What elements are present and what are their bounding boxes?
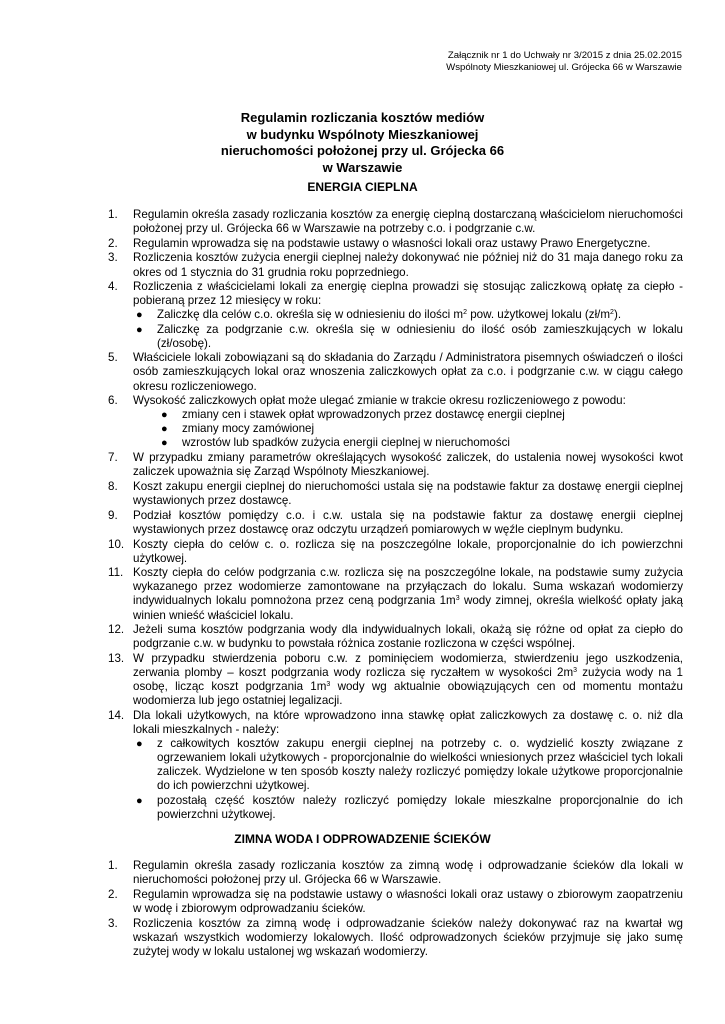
list-item: 5. Właściciele lokali zobowiązani są do składania do Zarządu / Administratora pisemnych oświadczeń o ilości osób zamieszkujących lokal oraz wnoszenia zaliczkowych opłat za c.o. i podgrzanie c.w. w ciągu całego okresu rozliczeniowego. [108,351,683,393]
title-line: w budynku Wspólnoty Mieszkaniowej [246,126,479,142]
bullet-item: ● pozostałą część kosztów należy rozliczyć pomiędzy lokale mieszkalne proporcjonalnie do ich powierzchni użytkowej. [136,793,683,821]
bullet-item: ● wzrostów lub spadków zużycia energii cieplnej w nieruchomości [161,436,510,450]
list-item: 1. Regulamin określa zasady rozliczania kosztów za energię cieplną dostarczaną właścicielom nieruchomości położonej przy ul. Grójecka 66 w Warszawie na potrzeby c.o. i podgrzanie c.w. [108,208,683,236]
bullet-list [133,737,683,822]
list-item: 8. Koszt zakupu energii cieplnej do nieruchomości ustala się na podstawie faktur za dostawę energii cieplnej wystawionych przez dostawcę. [108,479,683,508]
bullet-list [133,308,683,350]
bullet-icon: ● [136,309,143,322]
list-item: 3. Rozliczenia kosztów za zimną wodę i odprowadzanie ścieków należy dokonywać raz na kwartał wg wskazań wszystkich wodomierzy lokalowych. Ilość odprowadzonych ścieków przyjmuje się jako sumę zużytej wody w lokalu ustalonej wg wskazań wodomierzy. [108,916,683,958]
title-line: nieruchomości położonej przy ul. Grójecka 66 [220,143,505,158]
list-item: 10. Koszty ciepła do celów c. o. rozlicza się na poszczególne lokale, proporcjonalnie do ich powierzchni użytkowej. [108,537,683,565]
title-line: Regulamin rozliczania kosztów mediów [240,110,485,125]
list-item: 9. Podział kosztów pomiędzy c.o. i c.w. ustala się na podstawie faktur za dostawę energii cieplnej wystawionych przez dostawcę oraz odczytu urządzeń pomiarowych w węźle cieplnym budynku. [108,508,683,536]
title-line: w Warszawie [322,159,403,175]
water-rules-list [108,859,683,959]
bullet-item: ● zmiany cen i stawek opłat wprowadzonych przez dostawcę energii cieplnej [161,408,565,422]
heat-rules-list [108,208,683,822]
list-item: 12. Jeżeli suma kosztów podgrzania wody dla indywidualnych lokali, okażą się różne od opłat za ciepło do podgrzanie c.w. w budynku to powstała różnica zostanie rozliczona w części wspólnej. [108,623,683,651]
attachment-note [446,50,682,74]
attachment-note-line: Wspólnoty Mieszkaniowej ul. Grójecka 66 w Warszawie [446,62,682,73]
list-item: 14. Dla lokali użytkowych, na które wprowadzono inna stawkę opłat zaliczkowych za dostawę c. o. niż dla lokali mieszkalnych - należy: ● z całkowitych kosztów zakupu energii cieplnej na potrzeby c. o. wydzielić koszty związane z ogrzewaniem lokali użytkowych - proporcjonalnie do wielkości wniesionych przez właściciel tych lokali zaliczek. Wydzielone w ten sposób koszty należy rozliczyć pomiędzy lokale użytkowe proporcjonalnie do ich powierzchni użytkowej. ● pozostałą część kosztów należy rozliczyć pomiędzy lokale mieszkalne proporcjonalnie do ich powierzchni użytkowej. [108,709,683,821]
list-item: 6. Wysokość zaliczkowych opłat może ulegać zmianie w trakcie okresu rozliczeniowego z powodu: ● zmiany cen i stawek opłat wprowadzonych przez dostawcę energii cieplnej ● zmiany mocy zamówionej ● wzrostów lub spadków zużycia energii cieplnej w nieruchomości [108,394,683,450]
list-item: 1. Regulamin określa zasady rozliczania kosztów za zimną wodę i odprowadzanie ścieków dla lokali w nieruchomości położonej przy ul. Grójecka 66 w Warszawie. [108,859,683,887]
bullet-icon: ● [161,409,168,422]
attachment-note-line: Załącznik nr 1 do Uchwały nr 3/2015 z dnia 25.02.2015 [447,50,682,61]
bullet-icon: ● [136,323,143,336]
bullet-item: ● z całkowitych kosztów zakupu energii cieplnej na potrzeby c. o. wydzielić koszty związane z ogrzewaniem lokali użytkowych - proporcjonalnie do wielkości wniesionych przez właściciel tych lokali zaliczek. Wydzielone w ten sposób koszty należy rozliczyć pomiędzy lokale użytkowe proporcjonalnie do ich powierzchni użytkowej. [136,737,683,793]
section-heading-water: ZIMNA WODA I ODPROWADZENIE ŚCIEKÓW [234,832,491,846]
bullet-item: ● Zaliczkę za podgrzanie c.w. określa się w odniesieniu do ilość osób zamieszkujących w lokalu (zł/osobę). [136,322,683,350]
list-item: 2. Regulamin wprowadza się na podstawie ustawy o własności lokali oraz ustawy Prawo Energetyczne. [108,236,651,250]
bullet-icon: ● [136,794,143,807]
bullet-list [133,408,683,450]
bullet-icon: ● [161,423,168,436]
list-item: 13. W przypadku stwierdzenia poboru c.w. z pominięciem wodomierza, stwierdzeniu jego uszkodzenia, zerwania plomby – koszt podgrzania wody rozlicza się ryczałtem w wysokości $2m^3$ zużycia wody na 1 osobę, licząc koszt podgrzania $1m^3$ wody wg aktualnie obowiązujących cen od momentu montażu wodomierza lub jego ostatniej legalizacji. [108,652,684,708]
list-item: 7. W przypadku zmiany parametrów określających wysokość zaliczek, do ustalenia nowej wysokości kwot zaliczek upoważnia się Zarząd Wspólnoty Mieszkaniowej. [108,451,683,479]
section-heading-heat: ENERGIA CIEPLNA [307,180,418,194]
bullet-item: ● zmiany mocy zamówionej [161,422,315,436]
list-item: 11. Koszty ciepła do celów podgrzania c.w. rozlicza się na poszczególne lokale, na podstawie sumy zużycia wykazanego przez wodomierze zamontowane na przyłączach do lokalu. Suma wskazań wodomierzy indywidualnych lokalu pomnożona przez ceną podgrzania $1m^3$ wody zimnej, określa wielkość opłaty jaką winien wnieść właściciel lokalu. [108,566,683,622]
list-item: 2. Regulamin wprowadza się na podstawie ustawy o własności lokali oraz ustawy o zbiorowym zaopatrzeniu w wodę i zbiorowym odprowadzaniu ścieków. [108,887,683,915]
list-item: 4. Rozliczenia z właścicielami lokali za energię cieplna prowadzi się stosując zaliczkową opłatę za ciepło - pobieraną przez 12 miesięcy w roku: ● Zaliczkę dla celów c.o. określa się w odniesieniu do ilości $m^2$ pow. użytkowej lokalu $(zł/m^2)$. ● Zaliczkę za podgrzanie c.w. określa się w odniesieniu do ilość osób zamieszkujących w lokalu (zł/osobę). [108,280,683,350]
bullet-icon: ● [136,738,143,751]
document-title [0,110,725,176]
list-item: 3. Rozliczenia kosztów zużycia energii cieplnej należy dokonywać nie później niż do 31 maja danego roku za okres od 1 stycznia do 31 grudnia roku poprzedniego. [108,251,683,279]
bullet-icon: ● [161,437,168,450]
bullet-item: ● Zaliczkę dla celów c.o. określa się w odniesieniu do ilości $m^2$ pow. użytkowej lokalu $(zł/m^2)$. [136,308,622,322]
